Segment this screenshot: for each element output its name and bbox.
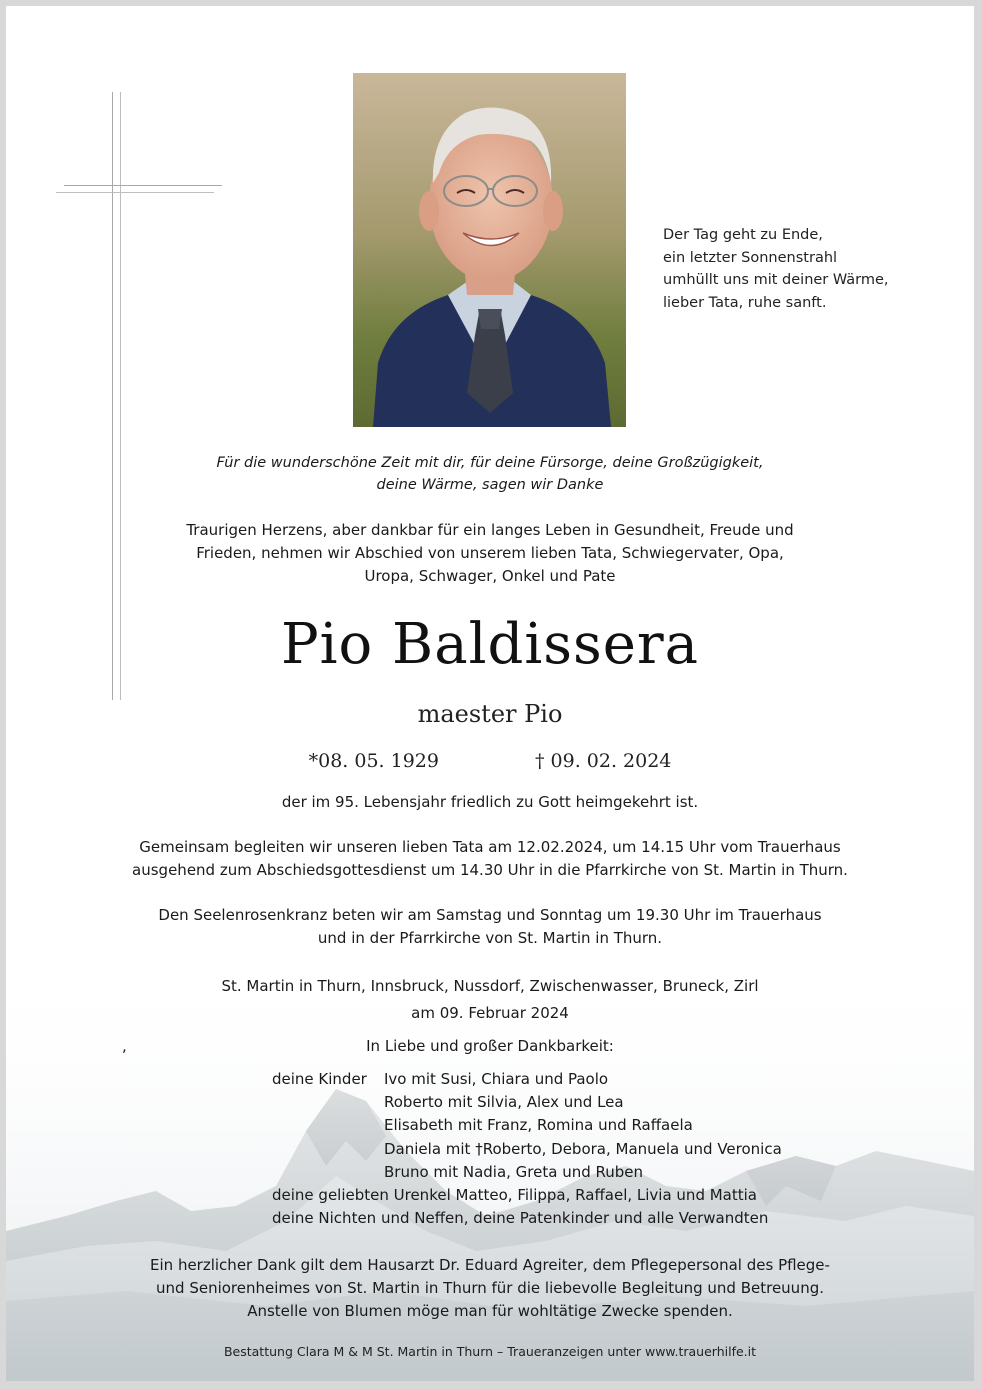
family-row <box>6 1114 974 1137</box>
funeral-info <box>6 836 974 882</box>
cross-vertical-line <box>112 92 113 700</box>
family-list <box>6 1068 974 1230</box>
verse-line: lieber Tata, ruhe sanft. <box>663 294 827 311</box>
intro-line: Frieden, nehmen wir Abschied von unserem lieben Tata, Schwiegervater, Opa, <box>196 544 784 562</box>
intro-line: Traurigen Herzens, aber dankbar für ein langes Leben in Gesundheit, Freude und <box>186 521 794 539</box>
family-member: Bruno mit Nadia, Greta und Ruben <box>384 1162 644 1181</box>
family-row <box>6 1161 974 1184</box>
deceased-nickname: maester Pio <box>417 700 563 728</box>
family-row <box>6 1184 974 1207</box>
places-line: St. Martin in Thurn, Innsbruck, Nussdorf, Zwischenwasser, Bruneck, Zirl <box>221 977 759 995</box>
intro-text <box>6 519 974 588</box>
cross-horizontal-line <box>56 192 214 193</box>
quote-line: Für die wunderschöne Zeit mit dir, für deine Fürsorge, deine Großzügigkeit, <box>216 455 764 471</box>
portrait-photo <box>353 73 626 427</box>
family-prefix: deine Kinder <box>272 1070 367 1088</box>
family-member: deine geliebten Urenkel Matteo, Filippa, Raffael, Livia und Mattia <box>272 1185 757 1204</box>
thanks-line: und Seniorenheimes von St. Martin in Thurn für die liebevolle Begleitung und Betreuung. <box>156 1279 824 1297</box>
family-member: Roberto mit Silvia, Alex und Lea <box>384 1093 624 1112</box>
verse-line: Der Tag geht zu Ende, <box>663 227 823 243</box>
family-member: Ivo mit Susi, Chiara und Paolo <box>384 1070 609 1088</box>
rosary-line: Den Seelenrosenkranz beten wir am Samstag und Sonntag um 19.30 Uhr im Trauerhaus <box>158 906 822 924</box>
funeral-line: Gemeinsam begleiten wir unseren lieben Tata am 12.02.2024, um 14.15 Uhr vom Trauerhaus <box>139 838 841 856</box>
family-row <box>6 1207 974 1230</box>
thanks-text <box>6 1254 974 1323</box>
footer: Bestattung Clara M & M St. Martin in Thurn – Traueranzeigen unter www.trauerhilfe.it <box>223 1344 757 1359</box>
family-member: deine Nichten und Neffen, deine Patenkinder und alle Verwandten <box>272 1209 769 1228</box>
gratitude-quote <box>6 452 974 496</box>
funeral-line: ausgehend zum Abschiedsgottesdienst um 14.30 Uhr in die Pfarrkirche von St. Martin in Thurn. <box>132 861 848 879</box>
family-row <box>6 1138 974 1161</box>
cross-horizontal-line <box>64 185 222 186</box>
life-dates <box>6 747 974 775</box>
cross-vertical-line <box>120 92 121 700</box>
stray-comma: , <box>122 1037 127 1055</box>
family-row <box>6 1091 974 1114</box>
verse-line: ein letzter Sonnenstrahl <box>663 249 838 266</box>
announcement-date: am 09. Februar 2024 <box>411 1004 569 1022</box>
rosary-info <box>6 904 974 950</box>
intro-line: Uropa, Schwager, Onkel und Pate <box>364 567 616 585</box>
rosary-line: und in der Pfarrkirche von St. Martin in Thurn. <box>317 929 663 947</box>
verse <box>663 224 889 314</box>
birth-date: *08. 05. 1929 <box>308 750 439 772</box>
verse-line: umhüllt uns mit deiner Wärme, <box>663 272 889 288</box>
family-row <box>6 1068 974 1091</box>
thanks-line: Ein herzlicher Dank gilt dem Hausarzt Dr. Eduard Agreiter, dem Pflegepersonal des Pflege- <box>150 1256 830 1274</box>
quote-line: deine Wärme, sagen wir Danke <box>376 477 604 493</box>
deceased-name: Pio Baldissera <box>280 612 700 677</box>
age-line: der im 95. Lebensjahr friedlich zu Gott heimgekehrt ist. <box>281 793 699 811</box>
death-date: † 09. 02. 2024 <box>534 750 672 772</box>
obituary-card <box>6 6 974 1381</box>
thanks-line: Anstelle von Blumen möge man für wohltätige Zwecke spenden. <box>247 1302 733 1320</box>
love-line: In Liebe und großer Dankbarkeit: <box>366 1037 614 1055</box>
family-member: Elisabeth mit Franz, Romina und Raffaela <box>384 1116 693 1135</box>
family-member: Daniela mit †Roberto, Debora, Manuela und Veronica <box>384 1139 782 1158</box>
